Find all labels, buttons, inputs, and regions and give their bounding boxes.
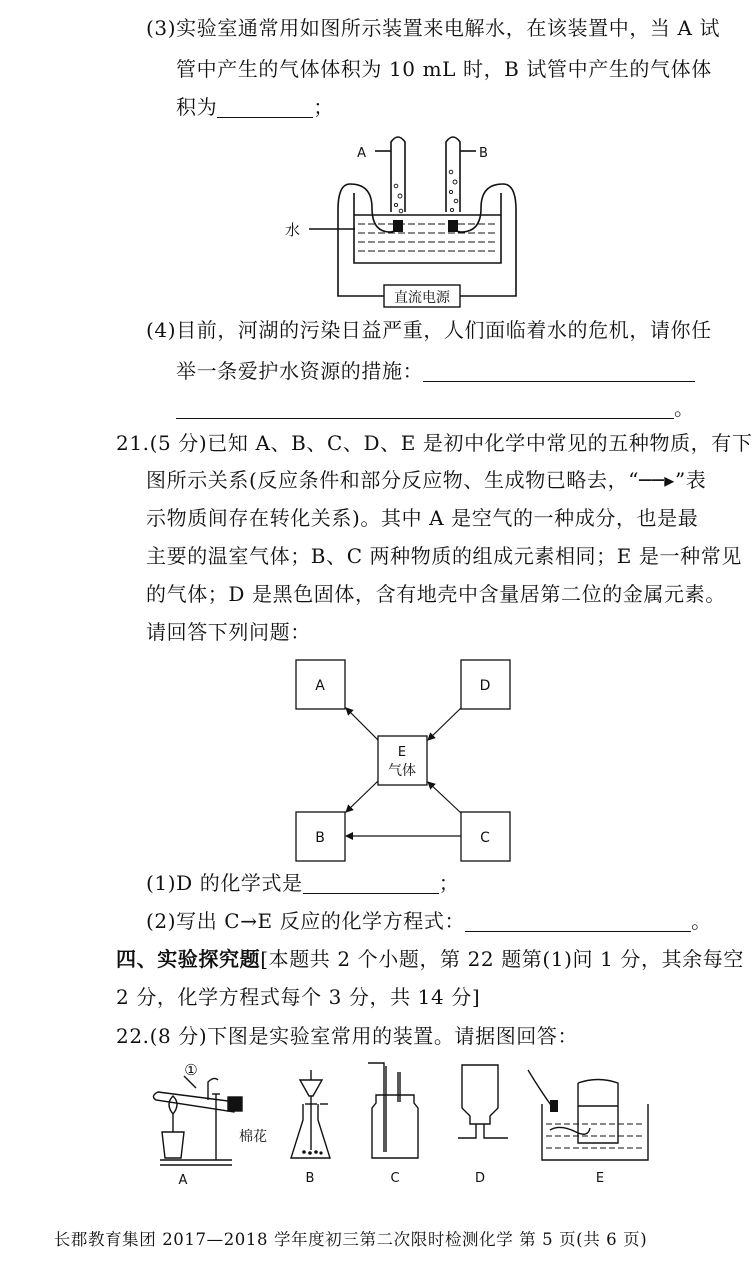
dc-power-label: 直流电源: [394, 290, 450, 306]
apparatus-label-c: C: [390, 1171, 400, 1186]
q21-sub2-text: (2)写出 C→E 反应的化学方程式：: [146, 909, 466, 933]
q21-sub1-text: (1)D 的化学式是: [146, 871, 303, 895]
box-e-note: 气体: [388, 763, 416, 779]
box-b-label: B: [315, 830, 325, 846]
q21-line3: 示物质间存在转化关系)。其中 A 是空气的一种成分，也是最: [146, 506, 699, 530]
q20-3-line3-end: ；: [313, 95, 334, 119]
apparatus-b: [291, 1070, 330, 1158]
tube-b-label: B: [479, 146, 488, 161]
q22-line1: 22.(8 分)下图是实验室常用的装置。请据图回答：: [116, 1024, 579, 1048]
q20-4-line1: (4)目前，河湖的污染日益严重，人们面临着水的危机，请你任: [146, 318, 712, 342]
q20-3-line1: (3)实验室通常用如图所示装置来电解水，在该装置中，当 A 试: [146, 16, 721, 40]
box-d-label: D: [479, 678, 491, 694]
q21-line5: 的气体；D 是黑色固体，含有地壳中含量居第二位的金属元素。: [146, 582, 726, 606]
q20-4-line2-text: 举一条爱护水资源的措施：: [176, 359, 424, 383]
apparatus-a: [153, 1076, 242, 1165]
apparatus-d: [458, 1065, 508, 1138]
q21-line4: 主要的温室气体；B、C 两种物质的组成元素相同；E 是一种常见: [146, 544, 742, 568]
apparatus-label-b: B: [305, 1171, 315, 1186]
apparatus-label-e: E: [595, 1171, 605, 1186]
q21-line6: 请回答下列问题：: [146, 620, 311, 644]
water-label: 水: [284, 221, 300, 239]
cotton-label: 棉花: [239, 1129, 267, 1145]
section4-line2: 2 分，化学方程式每个 3 分，共 14 分]: [116, 985, 481, 1009]
tube-a-label: A: [357, 146, 366, 161]
box-c-label: C: [480, 830, 490, 846]
apparatus-label-a: A: [178, 1173, 188, 1188]
page-footer: 长郡教育集团 2017—2018 学年度初三第二次限时检测化学 第 5 页(共 6 页): [53, 1230, 648, 1249]
section4-desc1: [本题共 2 个小题，第 22 题第(1)问 1 分，其余每空: [260, 947, 744, 971]
q20-3-line2: 管中产生的气体体积为 10 mL 时，B 试管中产生的气体体: [176, 57, 712, 81]
q21-sub2-end: 。: [691, 909, 712, 933]
apparatus-a-marker: ①: [184, 1061, 198, 1079]
apparatus-e: [528, 1070, 648, 1160]
q20-4-line3-end: 。: [674, 396, 695, 420]
q21-line1: 21.(5 分)已知 A、B、C、D、E 是初中化学中常见的五种物质，有下: [116, 431, 753, 455]
apparatus-c: [368, 1063, 418, 1158]
apparatus-e-stopper: [550, 1100, 558, 1112]
q20-3-line3-text: 积为: [176, 95, 218, 119]
q21-line2: 图所示关系(反应条件和部分反应物、生成物已略去，“──▸”表: [146, 468, 707, 492]
box-a-label: A: [315, 678, 325, 694]
box-e-label: E: [397, 745, 407, 760]
section4-title: 四、实验探究题: [116, 947, 261, 971]
apparatus-label-d: D: [474, 1171, 486, 1186]
q21-sub1-end: ；: [438, 871, 460, 895]
